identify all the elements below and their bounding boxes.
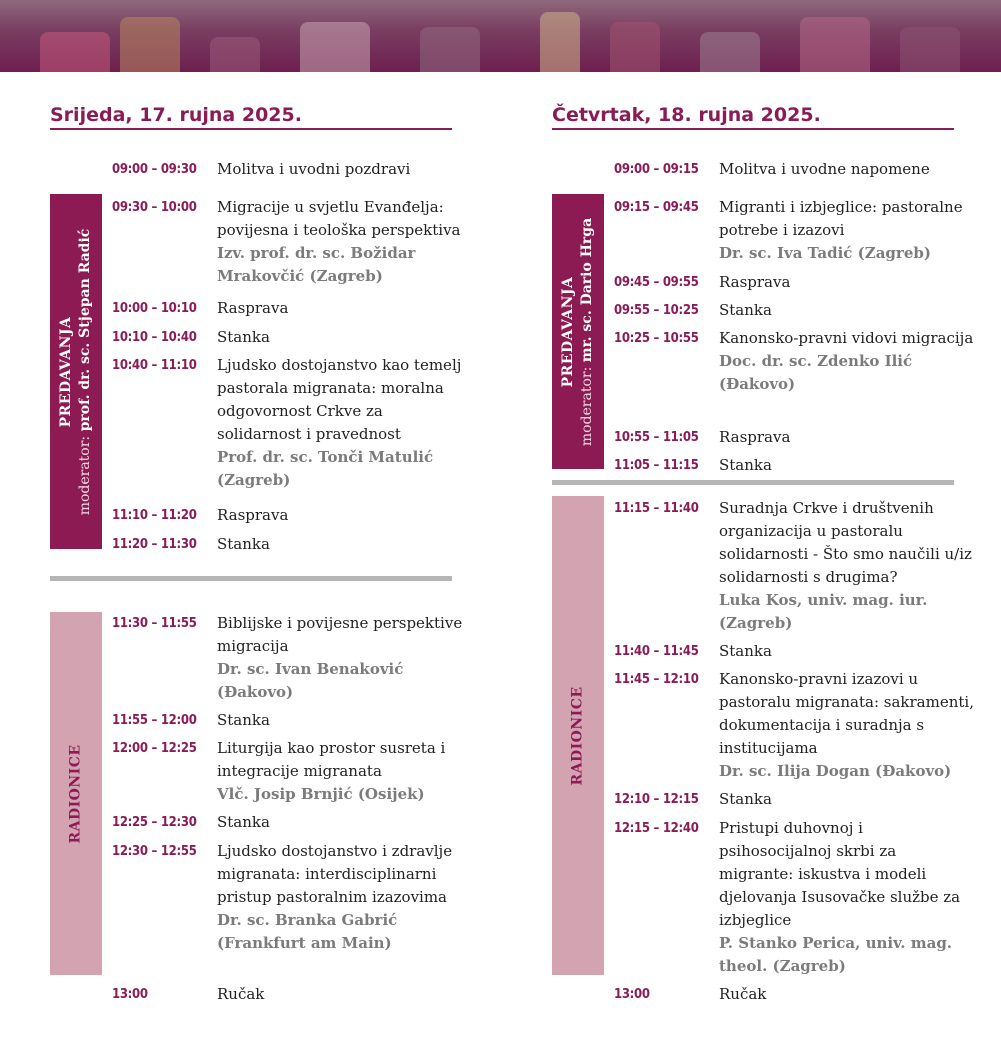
- event-title: Rasprava: [719, 273, 791, 291]
- event-title: Pristupi duhovnoj i psihosocijalnoj skrbi za migrante: iskustva i modeli djelovanja Isusovačke službe za izbjeglice: [719, 819, 961, 929]
- event-time: 11:20 – 11:30: [112, 537, 197, 552]
- event-description: [217, 354, 472, 492]
- event-title: Ljudsko dostojanstvo i zdravlje migranata: interdisciplinarni pristup pastoralnim izazovima: [217, 842, 453, 906]
- banner-figure: [800, 17, 870, 72]
- event-time: 09:45 – 09:55: [614, 275, 699, 290]
- header-banner-photo: [0, 0, 1001, 72]
- event-title: Ručak: [217, 985, 265, 1003]
- event-description: [719, 983, 974, 1006]
- session-label: [57, 228, 95, 515]
- event-description: [719, 497, 974, 635]
- event-title: Migranti i izbjeglice: pastoralne potrebe i izazovi: [719, 198, 963, 239]
- session-block-lectures: [50, 194, 102, 549]
- event-description: [217, 297, 472, 320]
- event-title: Stanka: [719, 642, 772, 660]
- event-title: Stanka: [719, 301, 772, 319]
- event-title: Ručak: [719, 985, 767, 1003]
- event-time: 10:10 – 10:40: [112, 330, 197, 345]
- event-speaker: Dr. sc. Iva Tadić (Zagreb): [719, 244, 931, 262]
- banner-figure: [300, 22, 370, 72]
- event-title: Stanka: [217, 535, 270, 553]
- event-description: [217, 533, 472, 556]
- session-title: PREDAVANJA: [560, 276, 576, 387]
- event-time: 13:00: [112, 987, 148, 1002]
- event-time: 10:25 – 10:55: [614, 331, 699, 346]
- banner-figure: [700, 32, 760, 72]
- event-time: 10:00 – 10:10: [112, 301, 197, 316]
- event-title: Stanka: [217, 328, 270, 346]
- event-time: 12:25 – 12:30: [112, 815, 197, 830]
- event-time: 11:05 – 11:15: [614, 458, 699, 473]
- session-moderator: moderator: mr. sc. Dario Hrga: [579, 217, 595, 446]
- event-description: [217, 504, 472, 527]
- event-description: [217, 811, 472, 834]
- session-label: [559, 217, 597, 445]
- banner-figure: [540, 12, 580, 72]
- event-description: [719, 158, 974, 181]
- event-title: Kanonsko-pravni vidovi migracija: [719, 329, 974, 347]
- event-title: Rasprava: [217, 299, 289, 317]
- event-description: [719, 271, 974, 294]
- event-time: 09:55 – 10:25: [614, 303, 699, 318]
- event-time: 11:40 – 11:45: [614, 644, 699, 659]
- event-title: Migracije u svjetlu Evanđelja: povijesna i teološka perspektiva: [217, 198, 461, 239]
- banner-figure: [40, 32, 110, 72]
- day-column-thursday: [552, 100, 974, 1003]
- event-title: Stanka: [217, 813, 270, 831]
- event-title: Ljudsko dostojanstvo kao temelj pastorala migranata: moralna odgovornost Crkve za solidarnost i pravednost: [217, 356, 462, 443]
- event-time: 09:00 – 09:15: [614, 162, 699, 177]
- event-speaker: Dr. sc. Branka Gabrić (Frankfurt am Main): [217, 911, 398, 952]
- event-description: [719, 668, 974, 783]
- event-title: Stanka: [217, 711, 270, 729]
- event-title: Stanka: [719, 790, 772, 808]
- banner-figure: [900, 27, 960, 72]
- event-time: 10:40 – 11:10: [112, 358, 197, 373]
- event-time: 11:30 – 11:55: [112, 616, 197, 631]
- event-title: Stanka: [719, 456, 772, 474]
- session-title: PREDAVANJA: [58, 316, 74, 427]
- event-title: Rasprava: [217, 506, 289, 524]
- session-block-workshops: [552, 496, 604, 975]
- event-time: 11:10 – 11:20: [112, 508, 197, 523]
- event-description: [217, 737, 472, 806]
- session-moderator: moderator: prof. dr. sc. Stjepan Radić: [77, 228, 93, 515]
- event-speaker: Luka Kos, univ. mag. iur. (Zagreb): [719, 591, 928, 632]
- event-description: [217, 196, 472, 288]
- event-time: 11:55 – 12:00: [112, 713, 197, 728]
- event-time: 09:15 – 09:45: [614, 200, 699, 215]
- event-description: [719, 454, 974, 477]
- event-speaker: Dr. sc. Ivan Benaković (Đakovo): [217, 660, 404, 701]
- event-time: 11:45 – 12:10: [614, 672, 699, 687]
- event-title: Suradnja Crkve i društvenih organizacija u pastoralu solidarnosti - Što smo naučili u/iz solidarnosti s drugima?: [719, 499, 972, 586]
- event-title: Biblijske i povijesne perspektive migracija: [217, 614, 463, 655]
- event-time: 13:00: [614, 987, 650, 1002]
- banner-figure: [120, 17, 180, 72]
- event-time: 09:00 – 09:30: [112, 162, 197, 177]
- day-title: Srijeda, 17. rujna 2025.: [50, 100, 452, 130]
- event-time: 11:15 – 11:40: [614, 501, 699, 516]
- event-title: Rasprava: [719, 428, 791, 446]
- session-label: [569, 686, 588, 785]
- event-time: 12:30 – 12:55: [112, 844, 197, 859]
- session-separator: [50, 576, 452, 581]
- event-speaker: Doc. dr. sc. Zdenko Ilić (Đakovo): [719, 352, 913, 393]
- session-title: RADIONICE: [67, 743, 84, 844]
- event-description: [719, 299, 974, 322]
- event-title: Molitva i uvodni pozdravi: [217, 160, 411, 178]
- session-title: RADIONICE: [569, 685, 586, 786]
- day-column-wednesday: [50, 100, 463, 1003]
- event-time: 12:00 – 12:25: [112, 741, 197, 756]
- event-description: [217, 983, 472, 1006]
- event-title: Kanonsko-pravni izazovi u pastoralu migranata: sakramenti, dokumentacija i suradnja s institucijama: [719, 670, 974, 757]
- event-speaker: Prof. dr. sc. Tonči Matulić (Zagreb): [217, 448, 434, 489]
- event-time: 12:10 – 12:15: [614, 792, 699, 807]
- event-speaker: Vlč. Josip Brnjić (Osijek): [217, 785, 425, 803]
- event-description: [217, 612, 472, 704]
- session-block-lectures: [552, 194, 604, 469]
- event-time: 09:30 – 10:00: [112, 200, 197, 215]
- event-description: [217, 158, 472, 181]
- event-description: [217, 709, 472, 732]
- event-description: [719, 327, 974, 396]
- banner-figure: [610, 22, 660, 72]
- event-description: [217, 840, 472, 955]
- event-speaker: Izv. prof. dr. sc. Božidar Mrakovčić (Zagreb): [217, 244, 416, 285]
- event-description: [719, 788, 974, 811]
- day-title: Četvrtak, 18. rujna 2025.: [552, 100, 954, 130]
- event-title: Molitva i uvodne napomene: [719, 160, 930, 178]
- event-speaker: P. Stanko Perica, univ. mag. theol. (Zagreb): [719, 934, 953, 975]
- session-separator: [552, 480, 954, 485]
- event-description: [719, 817, 974, 978]
- banner-figure: [420, 27, 480, 72]
- event-speaker: Dr. sc. Ilija Dogan (Đakovo): [719, 762, 952, 780]
- session-label: [67, 744, 86, 843]
- event-description: [719, 640, 974, 663]
- event-time: 12:15 – 12:40: [614, 821, 699, 836]
- event-description: [217, 326, 472, 349]
- banner-figure: [210, 37, 260, 72]
- event-time: 10:55 – 11:05: [614, 430, 699, 445]
- event-description: [719, 426, 974, 449]
- event-title: Liturgija kao prostor susreta i integracije migranata: [217, 739, 446, 780]
- session-block-workshops: [50, 612, 102, 975]
- event-description: [719, 196, 974, 265]
